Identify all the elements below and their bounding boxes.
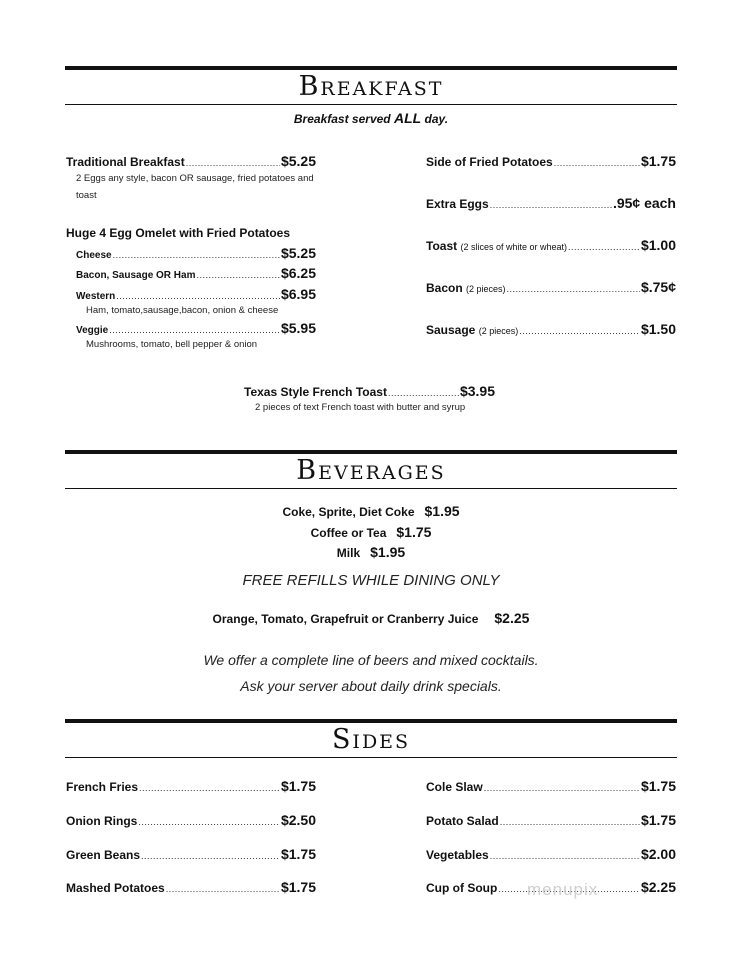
menu-item-traditional-breakfast — [66, 153, 316, 169]
menu-item-french-toast — [244, 383, 495, 399]
beverage-name: Orange, Tomato, Grapefruit or Cranberry Juice — [212, 612, 479, 626]
leader-dots — [388, 388, 459, 398]
leader-dots — [500, 817, 640, 827]
leader-dots — [139, 783, 280, 793]
subtitle-bold: ALL — [393, 110, 422, 126]
item-name — [426, 239, 567, 253]
item-name: French Fries — [66, 780, 139, 794]
item-name-text: Bacon — [426, 281, 463, 295]
breakfast-top-rule — [65, 66, 677, 70]
leader-dots — [186, 158, 280, 168]
item-name: Potato Salad — [426, 814, 499, 828]
beverage-name: Coffee or Tea — [310, 526, 387, 540]
item-price: $1.75 — [280, 778, 316, 794]
breakfast-title: Breakfast — [298, 71, 444, 102]
refills-note: FREE REFILLS WHILE DINING ONLY — [242, 572, 500, 589]
leader-dots — [484, 783, 640, 793]
sides-bottom-rule — [65, 757, 677, 758]
item-description-cont: toast — [76, 190, 97, 201]
item-description: 2 pieces of text French toast with butter and syrup — [255, 402, 466, 413]
subtitle-post: day. — [424, 112, 449, 126]
menu-item-sausage — [426, 321, 676, 337]
item-name-text: Sausage — [426, 323, 476, 337]
menu-item-omelet-cheese — [76, 245, 316, 261]
item-name: Side of Fried Potatoes — [426, 155, 553, 169]
item-price: $1.75 — [640, 812, 676, 828]
item-note: (2 slices of white or wheat) — [460, 242, 568, 252]
side-item-mashed-potatoes — [66, 879, 316, 895]
beverage-row — [0, 544, 742, 560]
leader-dots — [166, 884, 280, 894]
beverage-price: $1.95 — [424, 503, 460, 519]
item-price: .95¢ each — [612, 195, 676, 211]
beverage-name: Milk — [336, 546, 361, 560]
beverage-price: $1.95 — [370, 544, 406, 560]
sides-top-rule — [65, 719, 677, 723]
item-note: (2 pieces) — [478, 326, 519, 336]
menu-item-omelet-western — [76, 286, 316, 302]
item-name: Bacon, Sausage OR Ham — [76, 270, 196, 281]
beverage-price: $1.75 — [396, 524, 432, 540]
item-price: $1.00 — [640, 237, 676, 253]
juice-row — [0, 610, 742, 626]
breakfast-bottom-rule — [65, 104, 677, 105]
item-note: (2 pieces) — [466, 284, 506, 294]
beverage-name: Coke, Sprite, Diet Coke — [282, 505, 415, 519]
menu-item-side-fried-potatoes — [426, 153, 676, 169]
side-item-french-fries — [66, 778, 316, 794]
leader-dots — [554, 158, 640, 168]
leader-dots — [141, 851, 280, 861]
leader-dots — [138, 817, 280, 827]
item-name — [426, 281, 506, 295]
leader-dots — [109, 325, 280, 335]
subtitle-pre: Breakfast served — [293, 112, 391, 126]
leader-dots — [196, 270, 279, 280]
item-price: $2.50 — [280, 812, 316, 828]
beverage-row — [0, 503, 742, 519]
leader-dots — [113, 250, 280, 260]
item-price: $1.75 — [640, 153, 676, 169]
item-description: 2 Eggs any style, bacon OR sausage, fried potatoes and — [76, 173, 314, 184]
leader-dots — [116, 291, 280, 301]
side-item-vegetables — [426, 846, 676, 862]
item-name: Vegetables — [426, 848, 489, 862]
leader-dots — [490, 851, 640, 861]
item-price: $6.95 — [280, 286, 316, 302]
item-name: Veggie — [76, 325, 109, 336]
watermark: menupix — [527, 880, 599, 899]
item-name: Cup of Soup — [426, 881, 498, 895]
leader-dots — [507, 284, 640, 294]
item-price: $6.25 — [280, 265, 316, 281]
menu-item-toast — [426, 237, 676, 253]
item-price: $5.25 — [280, 153, 316, 169]
item-name: Extra Eggs — [426, 197, 489, 211]
item-price: $.75¢ — [640, 279, 676, 295]
item-name: Western — [76, 291, 116, 302]
item-price: $5.95 — [280, 320, 316, 336]
item-price: $2.00 — [640, 846, 676, 862]
beverage-price: $2.25 — [494, 610, 530, 626]
item-price: $2.25 — [640, 879, 676, 895]
item-price: $1.75 — [280, 879, 316, 895]
item-price: $3.95 — [459, 383, 495, 399]
item-name-text: Toast — [426, 239, 458, 253]
item-name — [426, 323, 518, 337]
menu-item-omelet-veggie — [76, 320, 316, 336]
leader-dots — [519, 326, 640, 336]
side-item-cole-slaw — [426, 778, 676, 794]
leader-dots — [568, 242, 640, 252]
omelet-heading: Huge 4 Egg Omelet with Fried Potatoes — [66, 226, 291, 240]
beverage-row — [0, 524, 742, 540]
side-item-green-beans — [66, 846, 316, 862]
item-price: $1.75 — [640, 778, 676, 794]
item-price: $1.75 — [280, 846, 316, 862]
item-name: Cheese — [76, 250, 112, 261]
menu-item-bacon — [426, 279, 676, 295]
beverages-top-rule — [65, 450, 677, 454]
breakfast-subtitle — [0, 110, 742, 126]
item-name: Texas Style French Toast — [244, 385, 387, 399]
item-price: $1.50 — [640, 321, 676, 337]
item-name: Onion Rings — [66, 814, 138, 828]
leader-dots — [490, 200, 612, 210]
item-name: Cole Slaw — [426, 780, 483, 794]
specials-note: Ask your server about daily drink specials. — [240, 678, 502, 694]
item-name: Traditional Breakfast — [66, 155, 185, 169]
item-name: Mashed Potatoes — [66, 881, 165, 895]
menu-item-omelet-meat — [76, 265, 316, 281]
item-description: Ham, tomato,sausage,bacon, onion & cheese — [86, 305, 279, 316]
item-name: Green Beans — [66, 848, 141, 862]
beverages-title: Beverages — [296, 455, 446, 486]
side-item-potato-salad — [426, 812, 676, 828]
cocktails-note: We offer a complete line of beers and mixed cocktails. — [203, 652, 539, 668]
item-description: Mushrooms, tomato, bell pepper & onion — [86, 339, 258, 350]
side-item-onion-rings — [66, 812, 316, 828]
item-price: $5.25 — [280, 245, 316, 261]
menu-item-extra-eggs — [426, 195, 676, 211]
beverages-bottom-rule — [65, 488, 677, 489]
sides-title: Sides — [331, 724, 411, 755]
